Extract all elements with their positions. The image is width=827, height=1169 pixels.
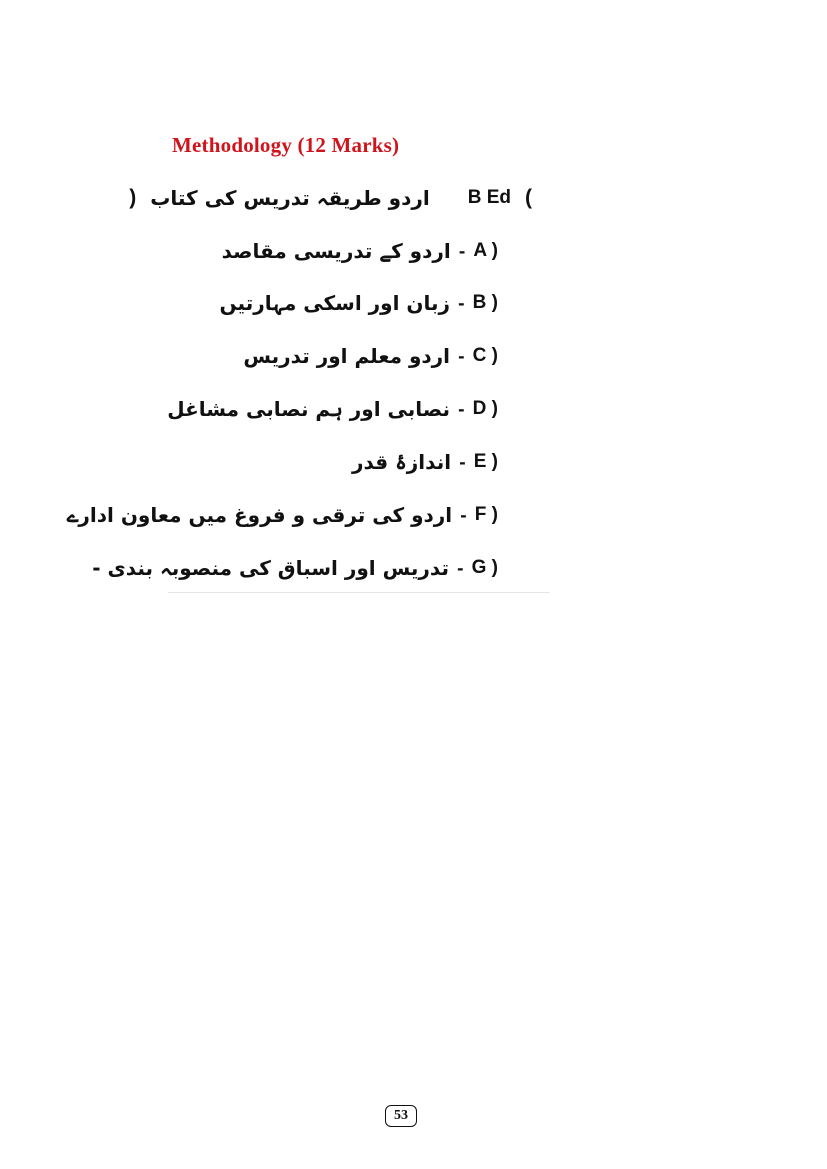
item-dash: - — [460, 505, 467, 525]
course-label: B Ed — [467, 187, 511, 208]
list-item — [352, 442, 498, 482]
item-dash: - — [459, 452, 466, 472]
item-letter: C ) — [472, 345, 498, 366]
list-item — [222, 231, 498, 271]
item-text: اردو کے تدریسی مقاصد — [221, 239, 451, 263]
item-text: زبان اور اسکی مہارتیں — [219, 291, 451, 315]
item-letter: D ) — [472, 398, 498, 419]
page-number: 53 — [385, 1105, 417, 1127]
item-letter: B ) — [472, 292, 498, 313]
section-heading: Methodology (12 Marks) — [172, 133, 400, 157]
item-letter: A ) — [473, 240, 498, 261]
open-paren: ) — [129, 186, 137, 209]
list-item — [220, 283, 498, 323]
item-letter: E ) — [473, 451, 498, 472]
item-dash: - — [458, 293, 465, 313]
item-dash: - — [458, 399, 465, 419]
item-letter: F ) — [474, 504, 498, 525]
book-title-urdu: اردو طریقہ تدریس کی کتاب — [150, 186, 430, 210]
item-dash: - — [458, 346, 465, 366]
item-text: تدریس اور اسباق کی منصوبہ بندی - — [92, 556, 449, 580]
list-item — [67, 495, 498, 535]
item-text: نصابی اور ہم نصابی مشاغل — [167, 397, 451, 421]
list-item — [92, 548, 498, 588]
close-paren: ( — [525, 186, 532, 209]
item-text: اندازۂ قدر — [351, 450, 452, 474]
item-dash: - — [456, 558, 464, 578]
item-text: اردو معلم اور تدریس — [243, 344, 451, 368]
book-title-line — [129, 178, 532, 218]
item-letter: G ) — [471, 557, 498, 578]
list-item — [167, 389, 498, 429]
item-text: اردو کی ترقی و فروغ میں معاون ادارے — [66, 503, 453, 527]
list-item — [243, 336, 498, 376]
syllabus-block — [66, 168, 550, 593]
item-dash: - — [458, 241, 466, 261]
